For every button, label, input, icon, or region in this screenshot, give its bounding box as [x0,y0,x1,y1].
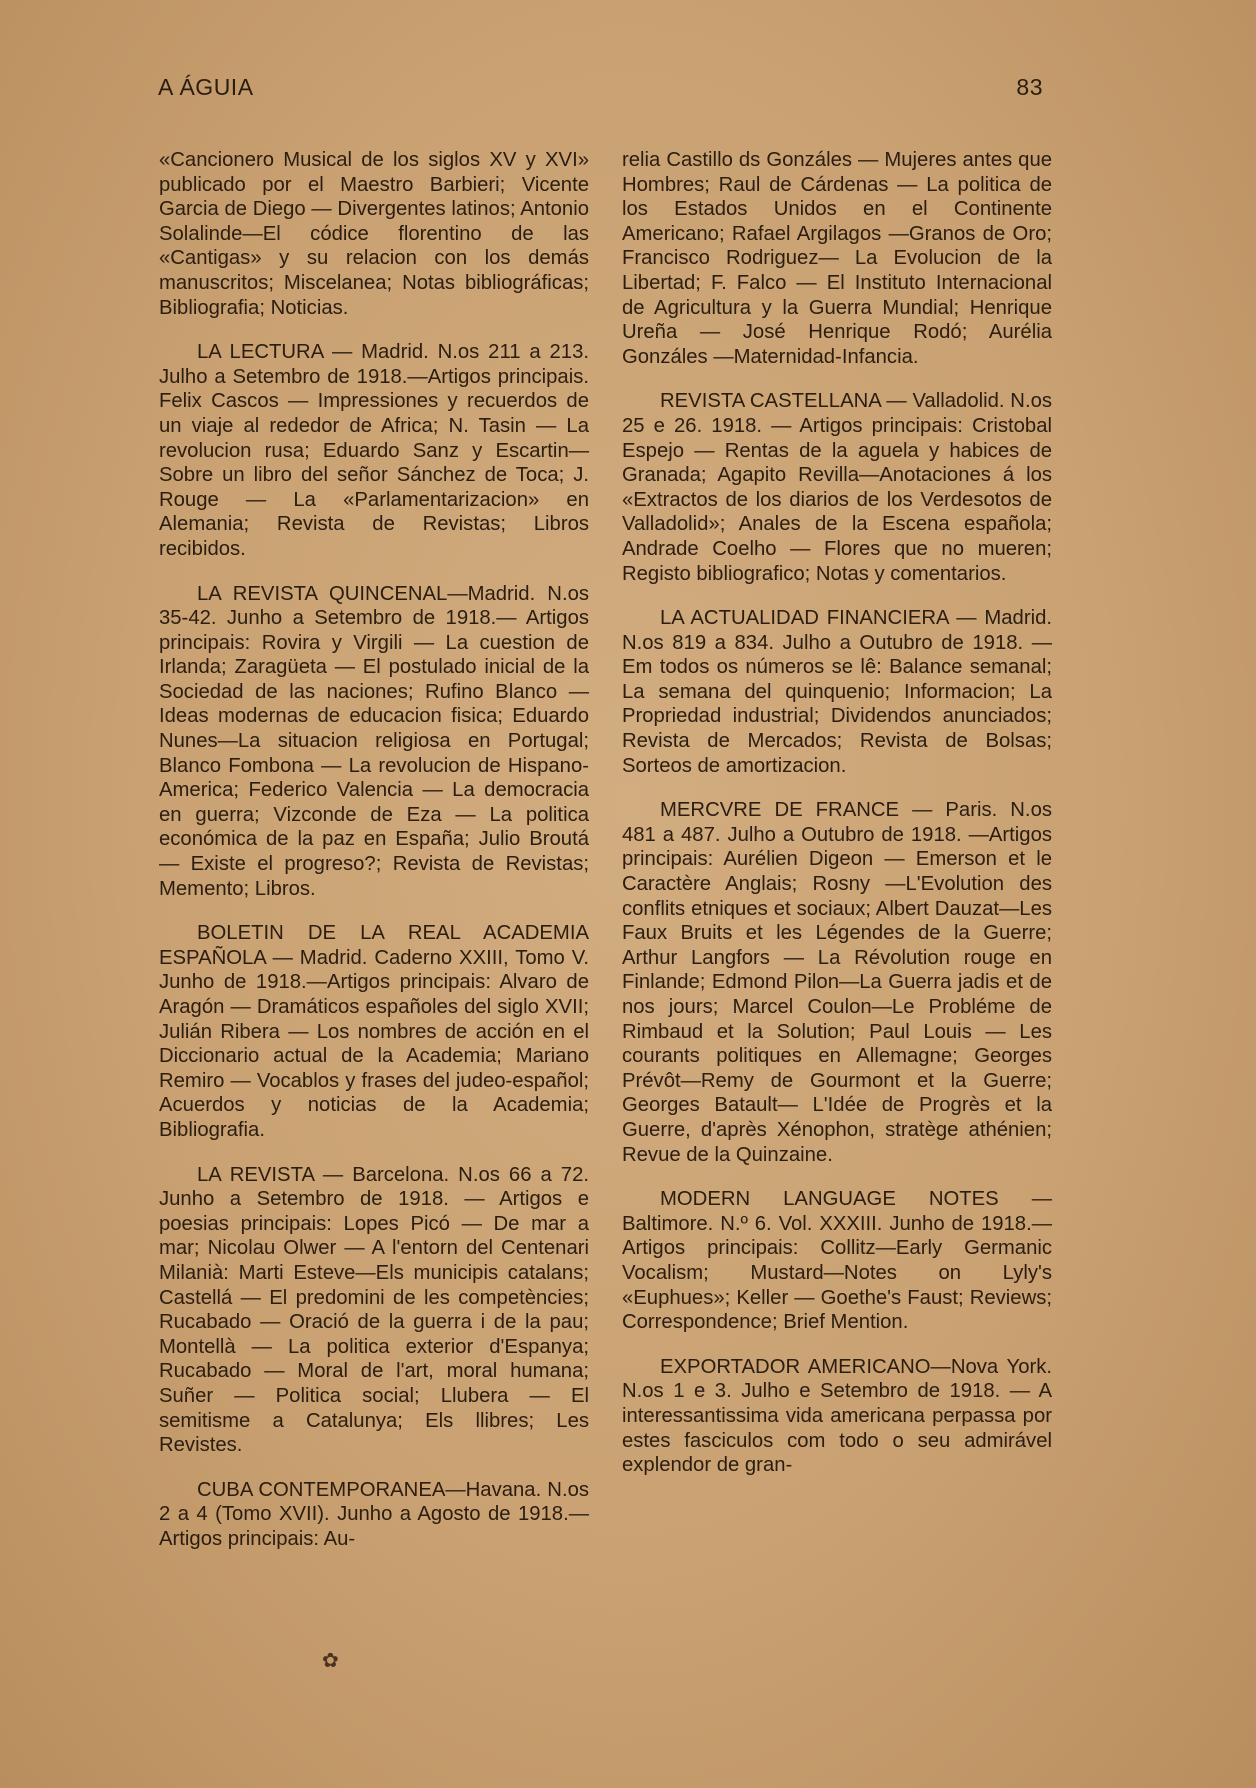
bibliography-entry: relia Castillo ds Gonzáles — Mujeres antes que Hombres; Raul de Cárdenas — La politica de los Estados Unidos en el Continente Americano; Rafael Argilagos —Granos de Oro; Francisco Rodriguez— La Evolucion de la Libertad; F. Falco — El Instituto Internacional de Agricultura y la Guerra Mundial; Henrique Ureña — José Henrique Rodó; Aurélia Gonzáles —Maternidad-Infancia. [622,149,1052,368]
printer-mark-icon: ✿ [322,1650,339,1672]
page-number: 83 [1016,73,1043,100]
bibliography-entry: LA REVISTA QUINCENAL—Madrid. N.os 35-42. Junho a Setembro de 1918.— Artigos principais: Rovira y Virgili — La cuestion de Irlanda; Zaragüeta — El postulado inicial de la Sociedad de las naciones; Rufino Blanco — Ideas modernas de educacion fisica; Eduardo Nunes—La situacion religiosa en Portugal; Blanco Fombona — La revolucion de Hispano-America; Federico Valencia — La democracia en guerra; Vizconde de Eza — La politica económica de la paz en España; Julio Broutá — Existe el progreso?; Revista de Revistas; Memento; Libros. [159,582,589,900]
bibliography-entry: MERCVRE DE FRANCE — Paris. N.os 481 a 487. Julho a Outubro de 1918. —Artigos principais: Aurélien Digeon — Emerson et le Caractère Anglais; Rosny —L'Evolution des conflits etniques et sociaux; Albert Dauzat—Les Faux Bruits et les Légendes de la Guerre; Arthur Langfors — La Révolution rouge en Finlande; Edmond Pilon—La Guerra jadis et de nos jours; Marcel Coulon—Le Probléme de Rimbaud et la Solution; Paul Louis — Les courants politiques en Allemagne; Georges Prévôt—Remy de Gourmont et la Guerre; Georges Batault— L'Idée de Progrès et la Guerre, d'après Xénophon, stratège athénien; Revue de la Quinzaine. [622,799,1052,1166]
journal-title: A ÁGUIA [158,73,254,100]
bibliography-entry: MODERN LANGUAGE NOTES — Baltimore. N.º 6. Vol. XXXIII. Junho de 1918.—Artigos principais: Collitz—Early Germanic Vocalism; Mustard—Notes on Lyly's «Euphues»; Keller — Goethe's Faust; Reviews; Correspondence; Brief Mention. [622,1188,1052,1334]
bibliography-entry: CUBA CONTEMPORANEA—Havana. N.os 2 a 4 (Tomo XVII). Junho a Agosto de 1918.—Artigos principais: Au- [159,1478,589,1550]
left-column [159,148,589,1571]
running-header [158,70,1043,104]
bibliography-entry: LA LECTURA — Madrid. N.os 211 a 213. Julho a Setembro de 1918.—Artigos principais. Felix Cascos — Impressiones y recuerdos de un viaje al rededor de Africa; N. Tasin — La revolucion rusa; Eduardo Sanz y Escartin—Sobre un libro del señor Sánchez de Toca; J. Rouge — La «Parlamentarizacion» en Alemania; Revista de Revistas; Libros recibidos. [159,341,589,560]
right-column [622,148,1052,1498]
bibliography-entry: LA REVISTA — Barcelona. N.os 66 a 72. Junho a Setembro de 1918. — Artigos e poesias principais: Lopes Picó — De mar a mar; Nicolau Olwer — A l'entorn del Centenari Milanià: Marti Esteve—Els municipis catalans; Castellá — El predomini de les competències; Rucabado — Oració de la guerra i de la pau; Montellà — La politica exterior d'Espanya; Rucabado — Moral de l'art, moral humana; Suñer — Politica social; Llubera — El semitisme a Catalunya; Els llibres; Les Revistes. [159,1163,589,1457]
bibliography-entry: EXPORTADOR AMERICANO—Nova York. N.os 1 e 3. Julho e Setembro de 1918. — A interessantissima vida americana perpassa por estes fasciculos com todo o seu admirável explendor de gran- [622,1355,1052,1477]
bibliography-entry: BOLETIN DE LA REAL ACADEMIA ESPAÑOLA — Madrid. Caderno XXIII, Tomo V. Junho de 1918.—Artigos principais: Alvaro de Aragón — Dramáticos españoles del siglo XVII; Julián Ribera — Los nombres de acción en el Diccionario actual de la Academia; Mariano Remiro — Vocablos y frases del judeo-español; Acuerdos y noticias de la Academia; Bibliografia. [159,922,589,1141]
bibliography-entry: REVISTA CASTELLANA — Valladolid. N.os 25 e 26. 1918. — Artigos principais: Cristobal Espejo — Rentas de la aguela y habices de Granada; Agapito Revilla—Anotaciones á los «Extractos de los diarios de los Verdesotos de Valladolid»; Anales de la Escena española; Andrade Coelho — Flores que no mueren; Registo bibliografico; Notas y comentarios. [622,390,1052,585]
bibliography-entry: «Cancionero Musical de los siglos XV y XVI» publicado por el Maestro Barbieri; Vicente Garcia de Diego — Divergentes latinos; Antonio Solalinde—El códice florentino de las «Cantigas» y su relacion con los demás manuscritos; Miscelanea; Notas bibliográficas; Bibliografia; Noticias. [159,149,589,319]
bibliography-entry: LA ACTUALIDAD FINANCIERA — Madrid. N.os 819 a 834. Julho a Outubro de 1918. — Em todos os números se lê: Balance semanal; La semana del quinquenio; Informacion; La Propriedad industrial; Dividendos anunciados; Revista de Mercados; Revista de Bolsas; Sorteos de amortizacion. [622,607,1052,777]
